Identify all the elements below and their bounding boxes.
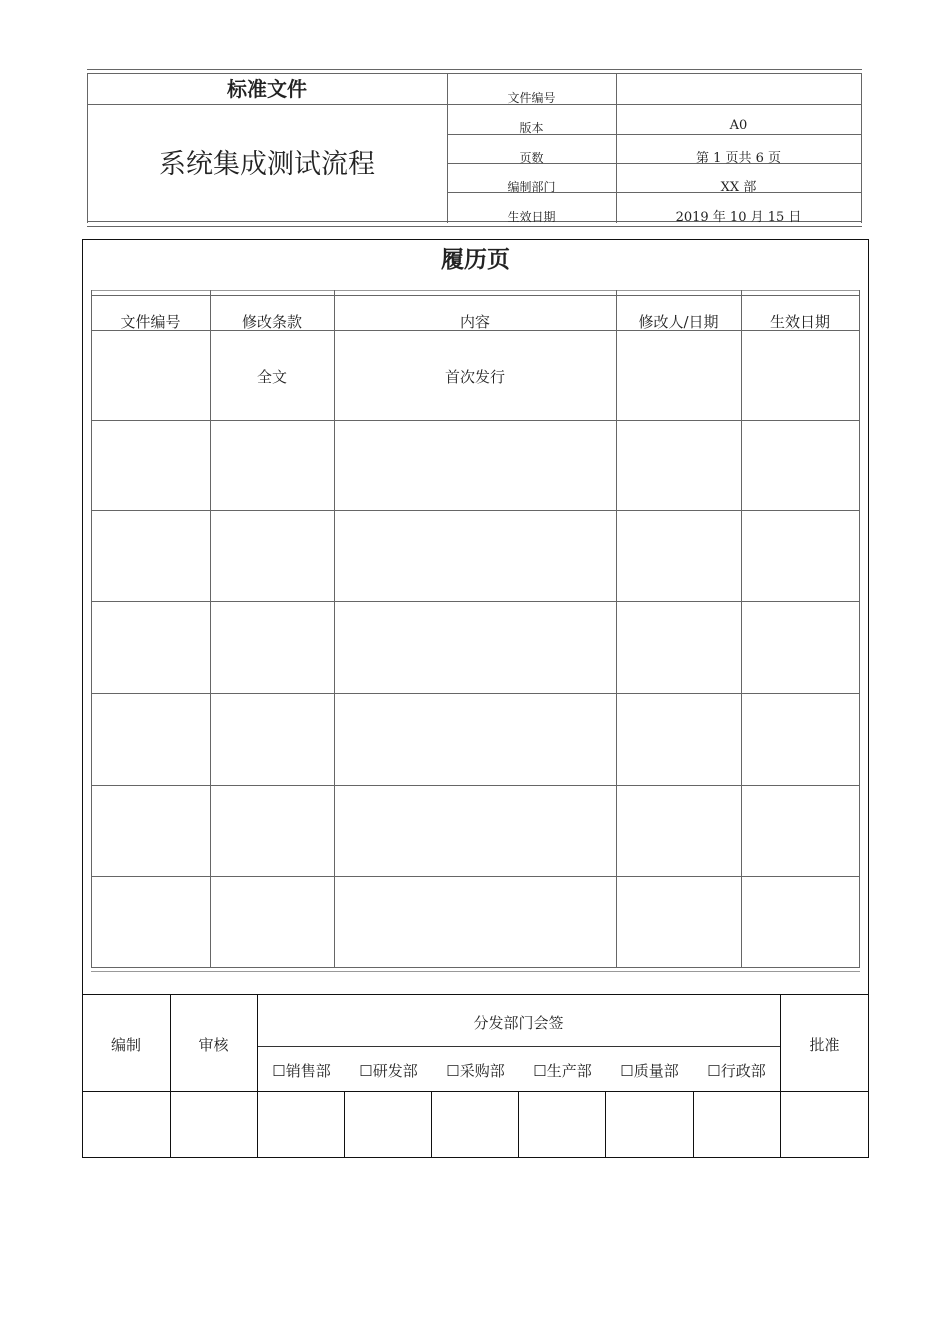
dept-checkbox-quality[interactable]: ☐质量部 bbox=[620, 1062, 679, 1080]
signoff-table bbox=[82, 994, 869, 1158]
department-label: 编制部门 bbox=[507, 180, 556, 194]
file-number-label: 文件编号 bbox=[507, 91, 556, 105]
column-header-reviser-date: 修改人/日期 bbox=[638, 313, 719, 331]
header-table bbox=[87, 69, 862, 229]
version-label: 版本 bbox=[519, 121, 544, 135]
department-value: XX 部 bbox=[720, 180, 757, 195]
dept-checkbox-admin[interactable]: ☐行政部 bbox=[707, 1062, 766, 1080]
dept-checkbox-production[interactable]: ☐生产部 bbox=[533, 1062, 592, 1080]
column-header-content: 内容 bbox=[459, 313, 490, 331]
history-table bbox=[91, 290, 860, 974]
standard-doc-label: 标准文件 bbox=[227, 77, 307, 101]
dept-checkbox-sales[interactable]: ☐销售部 bbox=[272, 1062, 331, 1080]
column-header-effective-date: 生效日期 bbox=[769, 313, 830, 331]
compile-label: 编制 bbox=[110, 1036, 141, 1054]
version-value: A0 bbox=[729, 118, 748, 133]
document-title: 系统集成测试流程 bbox=[159, 149, 375, 180]
page-count-label: 页数 bbox=[519, 151, 544, 165]
dept-checkbox-rd[interactable]: ☐研发部 bbox=[359, 1062, 418, 1080]
page-count-value: 第 1 页共 6 页 bbox=[695, 151, 782, 166]
table-cell: 全文 bbox=[256, 368, 287, 386]
review-label: 审核 bbox=[198, 1036, 229, 1054]
effective-date-label: 生效日期 bbox=[507, 210, 556, 224]
dept-sign-label: 分发部门会签 bbox=[473, 1014, 564, 1032]
column-header-file-number: 文件编号 bbox=[120, 313, 181, 331]
table-cell: 首次发行 bbox=[444, 368, 505, 386]
effective-date-value: 2019 年 10 月 15 日 bbox=[675, 210, 802, 225]
history-title: 履历页 bbox=[441, 247, 510, 273]
column-header-revised-clause: 修改条款 bbox=[241, 313, 302, 331]
approve-label: 批准 bbox=[809, 1036, 840, 1054]
dept-checkbox-purchasing[interactable]: ☐采购部 bbox=[446, 1062, 505, 1080]
